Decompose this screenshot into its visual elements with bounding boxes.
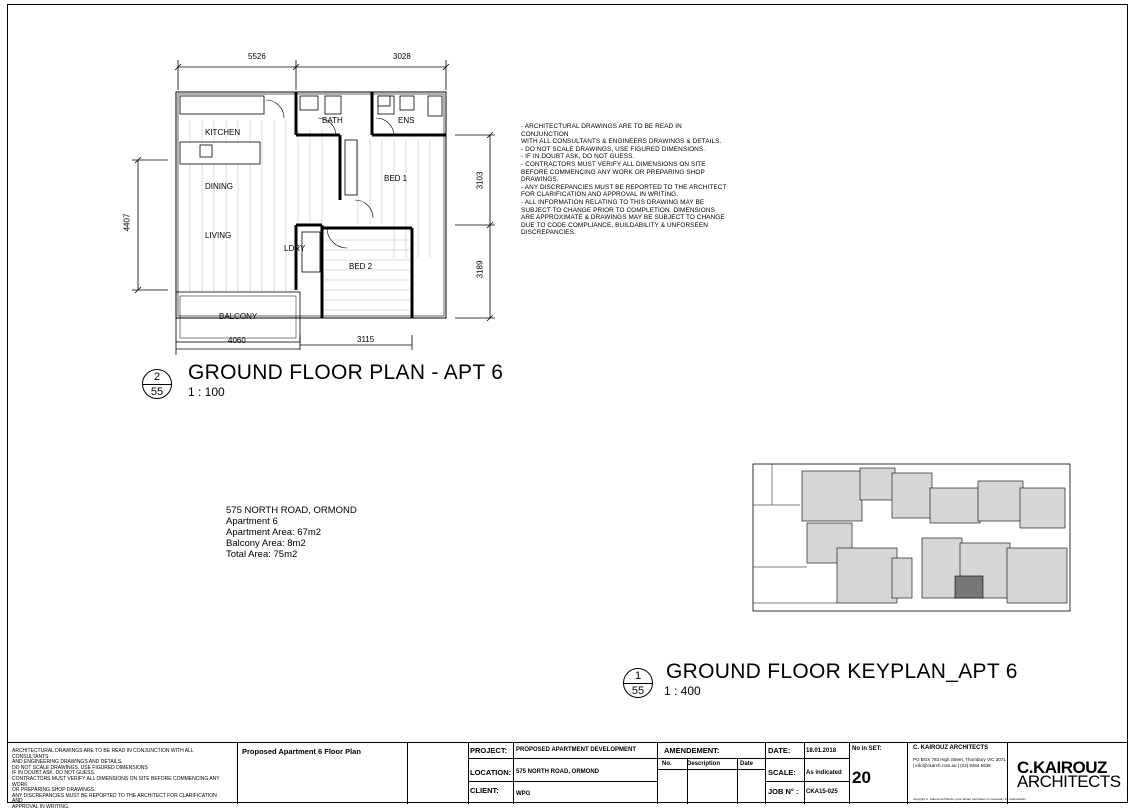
note-line: - ANY DISCREPANCIES MUST BE REPORTED TO THE ARCHITECT [521, 183, 727, 191]
date-value: 18.01.2018 [806, 748, 837, 754]
note-line: - ARCHITECTURAL DRAWINGS ARE TO BE READ IN [521, 123, 682, 130]
location-value: 575 NORTH ROAD, ORMOND [516, 769, 600, 775]
note-line: DRAWINGS. [521, 176, 559, 184]
dimension-left: 4407 [122, 213, 132, 232]
dimension-top-right: 3028 [393, 52, 411, 61]
room-label-living: LIVING [205, 231, 232, 240]
info-total-area: Total Area: 75m2 [226, 549, 298, 560]
dimension-right-top: 3103 [475, 171, 485, 190]
firm-address: PO BOX 793 High Street, Thornbury VIC 3071 [913, 757, 1006, 762]
note-line: DUE TO CODE COMPLIANCE, BUILDABILITY & UNFORSEEN [521, 221, 708, 229]
note-line: - IF IN DOUBT ASK, DO NOT GUESS. [521, 153, 635, 161]
dimension-top-left: 5526 [248, 52, 266, 61]
firm-contact: | info@ckarch.com.au | (03) 9484 6535 [913, 763, 991, 768]
amendment-label: AMENDEMENT: [664, 746, 720, 755]
scale-label: SCALE: [768, 768, 796, 777]
info-apartment-area: Apartment Area: 67m2 [226, 527, 322, 538]
amend-col-no: No. [662, 761, 672, 767]
note-line: - DO NOT SCALE DRAWINGS, USE FIGURED DIMENSIONS. [521, 145, 706, 153]
keyplan-title: GROUND FLOOR KEYPLAN_APT 6 [666, 660, 1018, 683]
drawing-title: Proposed Apartment 6 Floor Plan [242, 747, 361, 756]
sheet-number: 55 [631, 685, 645, 697]
project-value: PROPOSED APARTMENT DEVELOPMENT [516, 747, 637, 753]
dimension-bottom-left: 4060 [228, 336, 246, 345]
no-in-set-label: No in SET: [852, 746, 882, 752]
no-in-set-value: 20 [852, 768, 871, 787]
title-block-disclaimer: ARCHITECTURAL DRAWINGS ARE TO BE READ IN CONJUNCTION WITH ALL CONSULTANTS AND ENGINEERING DRAWINGS AND DETAILS. DO NOT SCALE DRAWINGS. USE FIGURED DIMENSIONS IF IN DOUBT ASK. DO NOT GUESS. CONTRACTORS MUST VERIFY ALL DIMENSIONS ON SITE BEFORE COMMENCING ANY WORK OR PREPARING SHOP DRAWINGS. ANY DISCREPANCIES MUST BE REPORTED TO THE ARCHITECT FOR CLARIFICATION AND APPROVAL IN WRITING. [12, 748, 220, 810]
note-line: WITH ALL CONSULTANTS & ENGINEERS DRAWINGS & DETAILS. [521, 138, 722, 146]
sheet-number: 55 [150, 386, 164, 398]
location-label: LOCATION: [470, 768, 512, 777]
date-label: DATE: [768, 746, 791, 755]
room-label-ldry: LDRY [284, 244, 306, 253]
amend-col-description: Description [687, 761, 721, 767]
note-line: FOR CLARIFICATION AND APPROVAL IN WRITING. [521, 191, 679, 199]
client-value: WPG [516, 791, 531, 797]
note-line: - CONTRACTORS MUST VERIFY ALL DIMENSIONS ON SITE [521, 160, 706, 168]
note-line: - ALL INFORMATION RELATING TO THIS DRAWING MAY BE [521, 198, 705, 206]
note-line: SUBJECT TO CHANGE PRIOR TO COMPLETION. DIMENSIONS [521, 206, 715, 214]
room-label-bed1: BED 1 [384, 174, 408, 183]
note-line: BEFORE COMMENCING ANY WORK OR PREPARING SHOP [521, 168, 705, 176]
scale-value: As indicated [806, 770, 842, 776]
amend-col-date: Date [740, 761, 754, 767]
note-line: CONJUNCTION [521, 130, 569, 138]
info-balcony-area: Balcony Area: 8m2 [226, 538, 306, 549]
room-label-bed2: BED 2 [349, 262, 373, 271]
logo-line-2: ARCHITECTS [1017, 772, 1121, 791]
info-address: 575 NORTH ROAD, ORMOND [226, 505, 357, 516]
view-reference-bubble [142, 369, 172, 399]
project-label: PROJECT: [470, 746, 508, 755]
dimension-right-bottom: 3189 [475, 260, 485, 279]
view-number: 2 [153, 371, 161, 383]
firm-name: C. KAIROUZ ARCHITECTS [913, 745, 989, 751]
plan-scale: 1 : 100 [188, 385, 225, 399]
view-number: 1 [634, 670, 642, 682]
room-label-balcony: BALCONY [219, 312, 258, 321]
copyright: copyright C. Kairouz Architects, prior written permission is necessary for reproduction [913, 797, 1026, 801]
room-label-kitchen: KITCHEN [205, 128, 241, 137]
dimension-bottom-right: 3115 [357, 335, 375, 344]
note-line: DISCREPANCIES. [521, 229, 576, 237]
job-number-value: CKA15-025 [806, 789, 838, 795]
keyplan-drawing [752, 463, 1072, 613]
firm-logo [1017, 758, 1121, 791]
room-label-dining: DINING [205, 182, 233, 191]
client-label: CLIENT: [470, 786, 499, 795]
room-label-bath: BATH [322, 116, 343, 125]
note-line: ARE APPROXIMATE & DRAWINGS MAY BE SUBJECT TO CHANGE [521, 214, 725, 222]
logo-line-1: C.KAIROUZ [1017, 758, 1107, 777]
keyplan-scale: 1 : 400 [664, 684, 701, 698]
keyplan-reference-bubble [623, 668, 653, 698]
general-notes [521, 123, 751, 237]
plan-title: GROUND FLOOR PLAN - APT 6 [188, 361, 504, 384]
info-apartment: Apartment 6 [226, 516, 278, 527]
job-number-label: JOB N° : [768, 787, 799, 796]
project-info [226, 505, 357, 560]
room-label-ens: ENS [398, 116, 415, 125]
